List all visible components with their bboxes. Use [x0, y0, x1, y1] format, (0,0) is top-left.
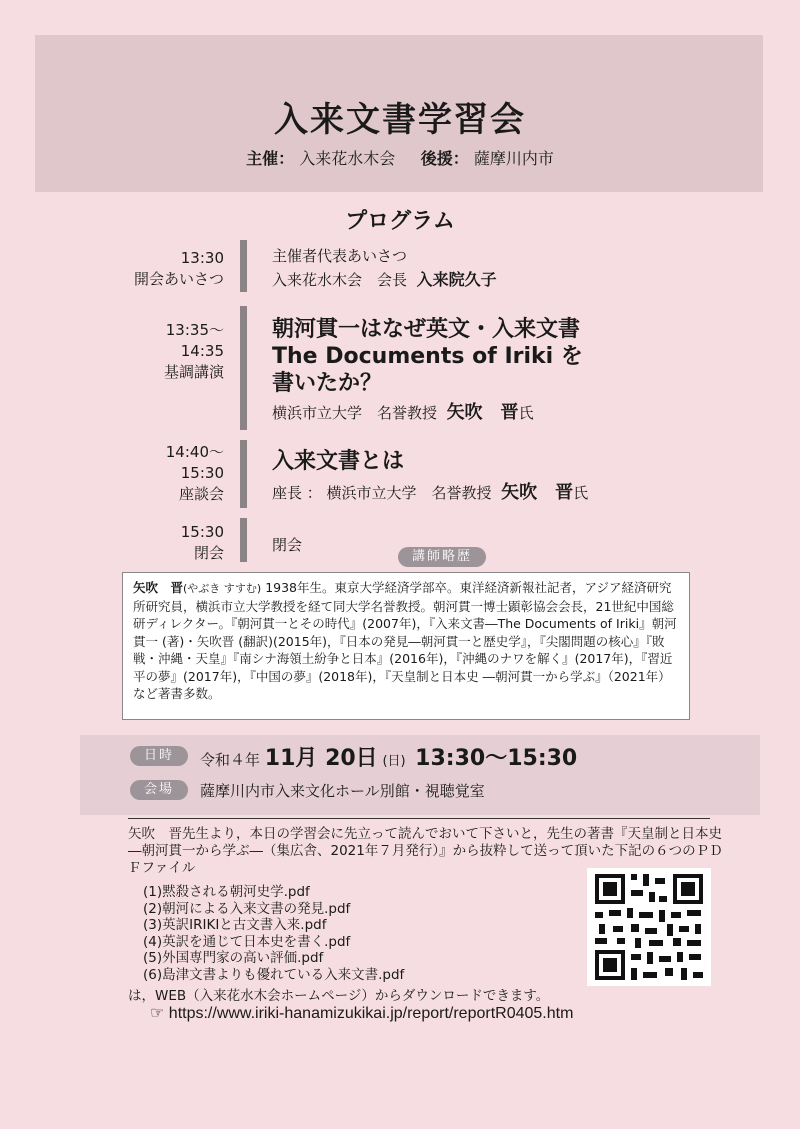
program-speaker: 矢吹 晋 [446, 402, 519, 423]
pointer-icon: ☞ [150, 1005, 165, 1022]
keynote-title-line-2: The Documents of Iriki を [272, 344, 583, 369]
venue-tag: 会場 [130, 780, 188, 800]
program-divider [240, 440, 247, 508]
divider [128, 818, 710, 819]
date-time: 13:30～15:30 [415, 746, 578, 771]
support-label: 後援： [420, 149, 469, 168]
program-divider [240, 240, 247, 292]
keynote-title-line-3: 書いたか？ [272, 371, 383, 396]
program-label: 開会あいさつ [133, 270, 224, 288]
program-role: 座長 ： 横浜市立大学 名誉教授 [272, 484, 492, 502]
program-item-opening [272, 245, 497, 292]
file-item: (4)英訳を通じて日本史を書く.pdf [143, 933, 351, 950]
program-speaker: 矢吹 晋 [501, 482, 574, 503]
program-time: 15:30 [180, 523, 224, 541]
host-name: 入来花水木会 [299, 149, 396, 168]
host-label: 主催： [246, 149, 295, 168]
download-notice: 矢吹 晋先生より，本日の学習会に先立って読んでおいて下さいと，先生の著書『天皇制と日本史 ―朝河貫一から学ぶ―（集広舎、2021年７月発行）』から抜粋して送って頂いた下記の６つのＰＤＦファイル [128, 826, 723, 876]
bio-text: 1938年生。東京大学経済学部卒。東洋経済新報社記者，アジア経済研究所研究員，横浜市立大学教授を経て同大学名誉教授。朝河貫一博士顕彰協会会長，21世紀中国総研ディレクター。『朝河貫一とその時代』(2007年)，『入来文書―The Documents of Iriki』朝河貫一 (著)・矢吹晋 (翻訳)(2015年)，『日本の発見―朝河貫一と歴史学』，『尖閣問題の核心』『敗戦・沖縄・天皇』『南シナ海領土紛争と日本』(2016年)，『沖縄のナワを解く』(2017年)，『習近平の夢』(2017年)，『中国の夢』(2018年)，『天皇制と日本史 ―朝河貫一から学ぶ』（2021年）など著書多数。 [133, 580, 677, 701]
program-item-discussion-time [74, 442, 224, 505]
program-label: 座談会 [178, 485, 224, 503]
program-line: 閉会 [272, 536, 303, 554]
program-time-end: 15:30 [180, 464, 224, 482]
program-item-keynote [272, 316, 583, 425]
page-title: 入来文書学習会 [274, 100, 526, 140]
bio-tag: 講師略歴 [398, 547, 486, 567]
venue-text: 薩摩川内市入来文化ホール別館・視聴覚室 [200, 782, 485, 800]
date-tag: 日時 [130, 746, 188, 766]
program-divider [240, 518, 247, 562]
program-time: 14:40～ [165, 443, 224, 461]
program-divider [240, 306, 247, 430]
program-line: 主催者代表あいさつ [272, 247, 408, 265]
program-suffix: 氏 [518, 404, 534, 422]
date-era: 令和４年 [200, 751, 261, 769]
file-item: (1)黙殺される朝河史学.pdf [143, 884, 310, 900]
file-item: (6)島津文書よりも優れている入来文書.pdf [143, 966, 405, 983]
program-suffix: 氏 [573, 484, 589, 502]
website-url-line [150, 1003, 573, 1023]
speaker-bio [122, 572, 690, 720]
qr-code[interactable] [587, 868, 711, 986]
program-item-closing-time [74, 522, 224, 564]
program-speaker: 入来院久子 [416, 270, 497, 289]
file-item: (3)英訳IRIKIと古文書入来.pdf [143, 917, 327, 933]
date-weekday: (日) [382, 754, 406, 769]
date-month-day: 11月 20日 [264, 746, 378, 771]
program-label: 閉会 [193, 544, 224, 562]
program-label: 基調講演 [163, 363, 224, 381]
bio-name: 矢吹 晋 [133, 580, 184, 595]
file-item: (2)朝河による入来文書の発見.pdf [143, 900, 351, 917]
discussion-title: 入来文書とは [272, 449, 405, 474]
file-list [143, 884, 404, 983]
website-url-link[interactable]: https://www.iriki-hanamizukikai.jp/report/reportR0405.htm [168, 1005, 574, 1022]
organizers-line [0, 146, 800, 169]
program-item-opening-time [74, 248, 224, 290]
program-time-end: 14:35 [180, 342, 224, 360]
program-time: 13:35～ [165, 321, 224, 339]
program-role: 入来花水木会 会長 [272, 271, 408, 289]
program-item-keynote-time [74, 320, 224, 383]
download-footer: は，WEB（入来花水木会ホームページ）からダウンロードできます。 [128, 988, 550, 1004]
program-item-closing [272, 534, 302, 557]
program-heading: プログラム [345, 209, 455, 234]
keynote-title-line-1: 朝河貫一はなぜ英文・入来文書 [272, 317, 581, 342]
event-date [200, 741, 577, 772]
support-name: 薩摩川内市 [473, 149, 554, 168]
file-item: (5)外国専門家の高い評価.pdf [143, 950, 324, 966]
qr-code-graphic [587, 868, 711, 986]
program-time: 13:30 [180, 249, 224, 267]
program-role: 横浜市立大学 名誉教授 [272, 404, 438, 422]
program-item-discussion [272, 448, 588, 505]
bio-reading: (やぶき すすむ) [183, 582, 262, 595]
